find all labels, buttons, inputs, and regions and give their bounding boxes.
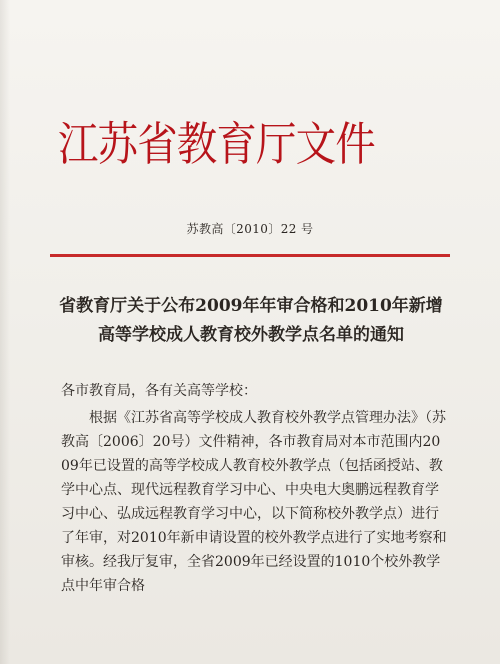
page-edge-shadow <box>0 0 10 664</box>
body-paragraph: 根据《江苏省高等学校成人教育校外教学点管理办法》（苏教高〔2006〕20号）文件精神，各市教育局对本市范围内2009年已设置的高等学校成人教育校外教学点（包括函授站、教学中心点、现代远程教育学习中心、中央电大奥鹏远程教育学习中心、弘成远程教育学习中心，以下简称校外教学点）进行了年审，对2010年新申请设置的校外教学点进行了实地考察和审核。经我厅复审，全省2009年已经设置的1010个校外教学点中年审合格 <box>61 410 447 594</box>
document-title-line-1: 省教育厅关于公布2009年年审合格和2010年新增 <box>59 296 443 316</box>
document-header: 江苏省教育厅文件 <box>58 117 375 171</box>
salutation: 各市教育局，各有关高等学校： <box>61 383 257 399</box>
red-divider <box>50 254 450 257</box>
document-title-line-2: 高等学校成人教育校外教学点名单的通知 <box>98 325 404 345</box>
document-number: 苏教高〔2010〕22 号 <box>186 222 314 236</box>
